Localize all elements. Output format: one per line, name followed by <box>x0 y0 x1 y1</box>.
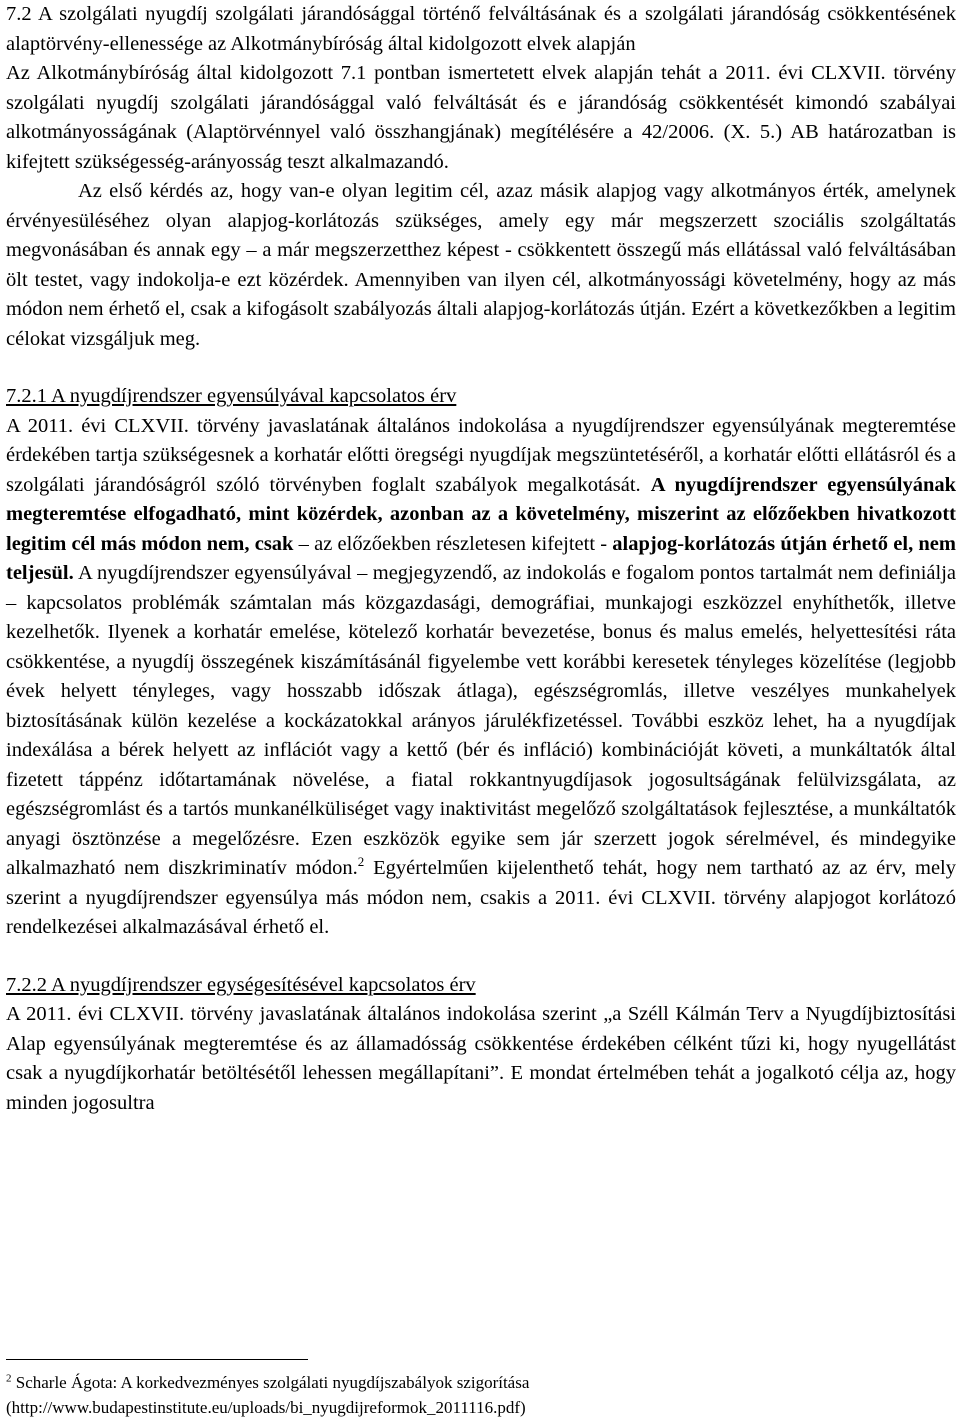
body-text-bold2: alapjog-korlátozás útján érhető el, nem teljesül. <box>6 532 956 584</box>
section-heading-7-2-2: 7.2.2 A nyugdíjrendszer egységesítésével kapcsolatos érv <box>6 973 476 996</box>
body-text-bold1: A nyugdíjrendszer egyensúlyának megteremtése elfogadható, mint közérdek, azonban az a követelmény, miszerint az előzőekben hivatkozott legitim cél más módon nem, csak <box>6 473 956 555</box>
body-text-part3: A nyugdíjrendszer egyensúlyával – megjegyzendő, az indokolás e fogalom pontos tartalmát nem definiálja – kapcsolatos problémák számtalan más közgazdasági, demográfiai, munkajogi eszközzel enyhíthetők, illetve kezelhetők. Ilyenek a korhatár emelése, kötelező korhatár bevezetése, bonus és malus emelés, helyettesítési ráta csökkentése, a nyugdíj összegének kiszámításánál figyelembe vett korábbi keresetek tényleges közelítése (legjobb évek helyett tényleges, vagy hosszabb időszak átlaga), egészségromlás, illetve veszélyes munkahelyek biztosításának külön kezelése a kockázatokkal arányos járulékfizetéssel. További eszköz lehet, ha a nyugdíjak indexálása a bérek helyett az inflációt vagy a kettő (bér és infláció) kombinációját követi, a munkáltatók által fizetett táppénz időtartamának növelése, a fiatal rokkantnyugdíjasok jogosultságának felülvizsgálata, az egészségromlást és a tartós munkanélküliséget vagy inaktivitást megelőző szolgáltatások fejlesztése, a munkáltatók anyagi ösztönzése a megelőzésre. Ezen eszközök egyike sem jár szerzett jogok sérelmével, és mindegyike alkalmazható nem diszkriminatív módon. <box>6 562 956 879</box>
paragraph-7-2-2-body: A 2011. évi CLXVII. törvény javaslatának általános indokolása szerint „a Széll Kálmán Terv a Nyugdíjbiztosítási Alap egyensúlyának megteremtése és az államadósság csökkentése érdekében célként tűzi ki, hogy nyugellátást csak a nyugdíjkorhatár betöltésétől lehessen megállapítani”. E mondat értelmében tehát a jogalkotó célja az, hogy minden jogosultra <box>6 1003 956 1114</box>
footnote-text: Scharle Ágota: A korkedvezményes szolgálati nyugdíjszabályok szigorítása <box>15 1373 530 1392</box>
paragraph-7-2-first-question: Az első kérdés az, hogy van-e olyan legitim cél, azaz másik alapjog vagy alkotmányos érték, amelynek érvényesüléséhez olyan alapjog-korlátozás szükséges, amely egy már megszerzett szociális szolgáltatás megvonásában és annak egy – a már megszerzetthez képest - csökkentett összegű más ellátással való felváltásában ölt testet, vagy indokolja-e ezt közérdek. Amennyiben van ilyen cél, alkotmányossági követelmény, hogy az más módon nem érhető el, csak a kifogásolt szabályozás általi alapjog-korlátozás útján. Ezért a következőkben a legitim célokat vizsgáljuk meg. <box>6 180 956 350</box>
section-heading-7-2-1: 7.2.1 A nyugdíjrendszer egyensúlyával kapcsolatos érv <box>6 385 457 407</box>
footnote-line-1 <box>6 1370 956 1395</box>
section-heading-7-2: 7.2 A szolgálati nyugdíj szolgálati járandósággal történő felváltásának és a szolgálati járandóság csökkentésének alaptörvény-ellenessége az Alkotmánybíróság által kidolgozott elvek alapján <box>6 3 956 55</box>
footnote-reference[interactable]: 2 <box>357 854 365 870</box>
body-text-part2: – az előzőekben részletesen kifejtett - <box>293 532 613 555</box>
footnote-url[interactable]: (http://www.budapestinstitute.eu/uploads/bi_nyugdijreformok_2011116.pdf) <box>6 1398 526 1417</box>
body-text-part4: Egyértelműen kijelenthető tehát, hogy nem tartható az az érv, mely szerint a nyugdíjrendszer egyensúlya más módon nem, csakis a 2011. évi CLXVII. törvény alapjogot korlátozó rendelkezései alkalmazásával érhető el. <box>6 857 956 938</box>
paragraph-gap <box>6 943 956 971</box>
footnote-separator <box>6 1359 308 1360</box>
footnote-number: 2 <box>6 1372 12 1385</box>
paragraph-gap <box>6 354 956 382</box>
footnote <box>6 1370 956 1420</box>
document-page <box>6 0 956 1118</box>
body-text-part1: A 2011. évi CLXVII. törvény javaslatának általános indokolása a nyugdíjrendszer egyensúlyának megteremtése érdekében tartja szükségesnek a korhatár előtti öregségi nyugdíjak megszüntetéséről, a korhatár előtti ellátásról és a szolgálati járandóságról szóló törvényben foglalt szabályok megalkotását. <box>6 414 956 496</box>
paragraph-7-2-1-body <box>6 412 956 943</box>
paragraph-7-2-intro: Az Alkotmánybíróság által kidolgozott 7.1 pontban ismertetett elvek alapján tehát a 2011. évi CLXVII. törvény szolgálati nyugdíj szolgálati járandósággal való felváltását és e járandóság csökkentését kimondó szabályai alkotmányosságának (Alaptörvénnyel való összhangjának) megítélésére a 42/2006. (X. 5.) AB határozatban is kifejtett szükségesség-arányosság teszt alkalmazandó. <box>6 62 956 173</box>
